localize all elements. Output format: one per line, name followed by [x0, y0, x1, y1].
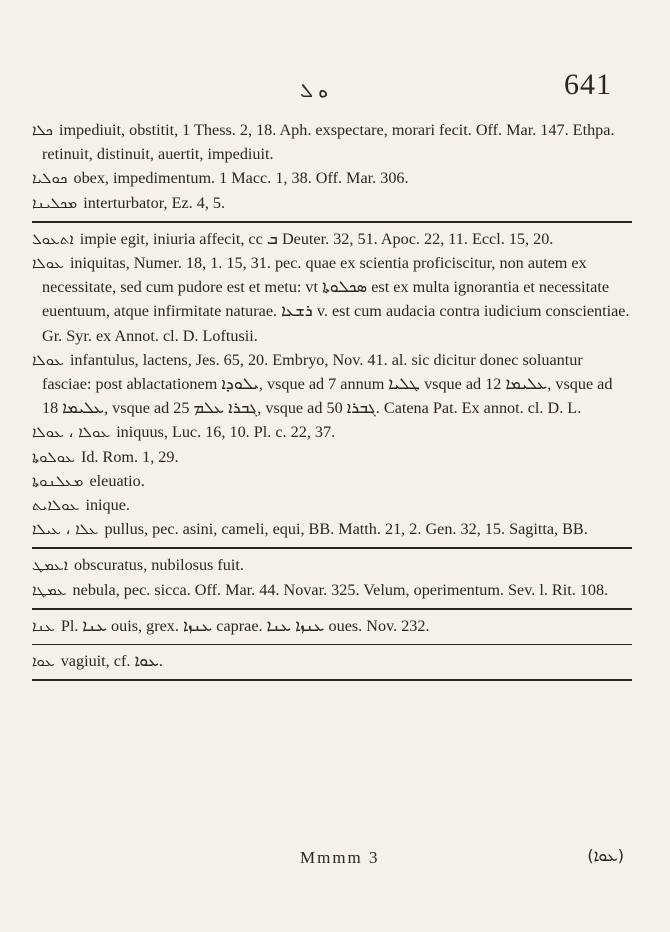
headword: ܥܘܠܐ — [32, 350, 64, 369]
section-divider — [32, 221, 632, 223]
headword: ܥܘܠܐ ، ܥܘܠܐ — [32, 423, 111, 442]
running-head-syriac: ه ܠ — [300, 80, 329, 102]
headword: ܥܠܐ ، ܥܝܠܐ — [32, 520, 99, 539]
headword: ܥܢܐ — [32, 616, 55, 635]
definition: inique. — [85, 496, 130, 515]
headword: ܥܘܐ — [32, 652, 55, 671]
dictionary-entry — [32, 251, 632, 348]
headword: ܥܘܠܐܝܬ — [32, 496, 80, 515]
dictionary-entry — [32, 191, 632, 215]
headword: ܐܬܥܘܠ — [32, 229, 74, 248]
definition: vagiuit, cf. ܥܘܐ. — [60, 652, 163, 671]
dictionary-entry — [32, 493, 632, 517]
definition: obex, impedimentum. 1 Macc. 1, 38. Off. Mar. 306. — [73, 169, 409, 188]
page-header — [0, 68, 670, 108]
definition: impie egit, iniuria affecit, cc ܒ Deuter. 32, 51. Apoc. 22, 11. Eccl. 15, 20. — [79, 229, 554, 248]
definition: Pl. ܥܢܐ ouis, grex. ܥܢܙܐ caprae. ܥܢܙܐ ܥܢܐ oues. Nov. 232. — [60, 616, 430, 635]
headword: ܡܟܠܝܢܐ — [32, 193, 78, 212]
headword: ܥܘܠܘܬܐ — [32, 447, 75, 466]
section-divider — [32, 608, 632, 610]
definition: obscuratus, nubilosus fuit. — [73, 556, 244, 575]
dictionary-entry — [32, 166, 632, 190]
definition: Id. Rom. 1, 29. — [80, 447, 179, 466]
dictionary-entry — [32, 348, 632, 421]
definition: pullus, pec. asini, cameli, equi, BB. Matth. 21, 2. Gen. 32, 15. Sagitta, BB. — [104, 520, 588, 539]
catchword: (ܥܘܐ) — [587, 846, 624, 865]
definition: infantulus, lactens, Jes. 65, 20. Embryo, Nov. 41. al. sic dicitur donec soluantur fasciae: post ablactationem ܝܠܘܕܐ, vsque ad 7 annum ܛܠܝܐ vsque ad 12 ܥܠܝܡܐ, vsque ad 18 ܥܠܝܡܐ, vsque ad 25 ܓܒܪܐ ܥܠܡ, vsque ad 50 ܓܒܪܐ. Catena Pat. Ex annot. cl. D. L. — [42, 350, 613, 418]
section-divider — [32, 679, 632, 681]
dictionary-entry — [32, 420, 632, 444]
dictionary-entry — [32, 649, 632, 673]
headword: ܟܠܐ — [32, 121, 53, 139]
dictionary-entry — [32, 469, 632, 493]
dictionary-entry — [32, 118, 632, 166]
page-number: 641 — [564, 68, 612, 101]
dictionary-entry — [32, 614, 632, 638]
section-divider — [32, 547, 632, 549]
headword: ܡܥܠܢܘܬܐ — [32, 471, 84, 490]
dictionary-entry — [32, 517, 632, 541]
dictionary-entry — [32, 445, 632, 469]
headword: ܟܘܠܝܐ — [32, 169, 68, 188]
page-footer — [0, 846, 670, 876]
definition: eleuatio. — [89, 471, 145, 490]
section-divider — [32, 644, 632, 645]
headword: ܥܘܠܐ — [32, 254, 64, 273]
headword: ܐܥܡܛ — [32, 556, 68, 575]
definition: impediuit, obstitit, 1 Thess. 2, 18. Aph. exspectare, morari fecit. Off. Mar. 147. Ethpa. retinuit, distinuit, auertit, impediuit. — [42, 121, 615, 164]
signature-mark: Mmmm 3 — [300, 848, 380, 867]
dictionary-entry — [32, 553, 632, 577]
definition: nebula, pec. sicca. Off. Mar. 44. Novar. 325. Velum, operimentum. Sev. l. Rit. 108. — [72, 580, 609, 599]
definition: iniquitas, Numer. 18, 1. 15, 31. pec. quae ex scientia proficiscitur, non autem ex necessitate, sed cum pudore est et metu: vt ܣܟܠܘܬܐ est ex multa ignorantia et necessitate euentuum, atque infirmitate naturae. ܪܫܥܐ v. est cum audacia contra iudicium conscientiae. Gr. Syr. ex Annot. cl. D. Loftusii. — [42, 254, 630, 345]
dictionary-entry — [32, 578, 632, 602]
dictionary-entry — [32, 227, 632, 251]
dictionary-content — [32, 118, 632, 685]
definition: iniquus, Luc. 16, 10. Pl. c. 22, 37. — [116, 423, 336, 442]
definition: interturbator, Ez. 4, 5. — [83, 193, 226, 212]
headword: ܥܡܛܐ — [32, 580, 67, 599]
